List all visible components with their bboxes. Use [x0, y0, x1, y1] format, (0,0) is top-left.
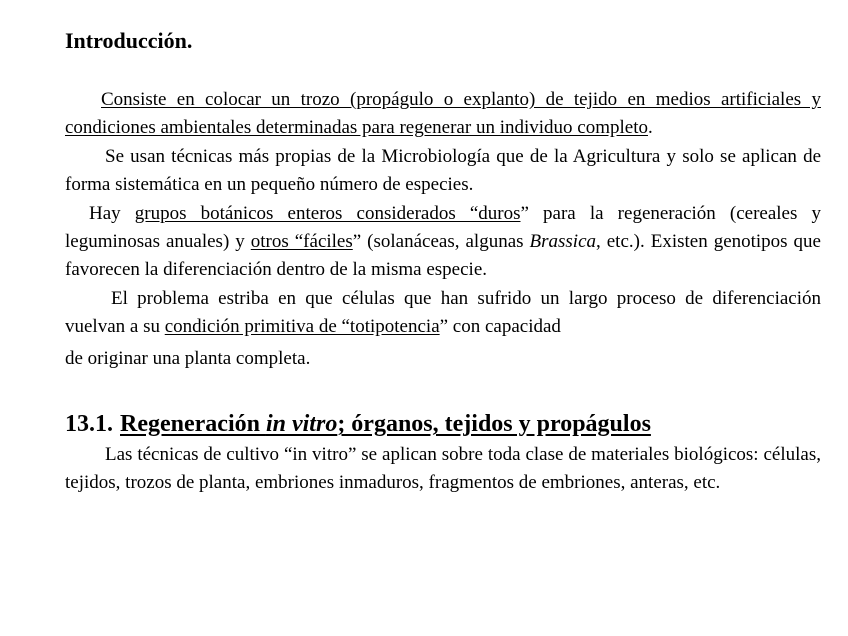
paragraph-1-tail: .: [647, 117, 653, 139]
paragraph-4-last-line: de originar una planta completa.: [65, 347, 311, 369]
paragraph-2: Se usan técnicas más propias de la Microbiología que de la Agricultura y solo se aplican de forma sistemática en un pequeño número de especies.: [65, 145, 821, 196]
section-title: [120, 411, 651, 437]
section-number: 13.1.: [65, 411, 113, 438]
paragraph-3-text-2: ” para la regeneración (cereales y leguminosas anuales) y: [65, 202, 821, 253]
spacer: [65, 373, 822, 407]
paragraph-4-text-1: El problema estriba en que células que han sufrido un largo proceso de diferenciación vuelvan a su: [65, 287, 821, 338]
underlined-definition: Consiste en colocar un trozo (propágulo o explanto) de tejido en medios artificiales y condiciones ambientales determinadas para regenerar un individuo completo: [65, 89, 821, 139]
section-heading: [65, 407, 822, 441]
paragraph-3: [65, 200, 821, 285]
section-title-part-2: ; órganos, tejidos y propágulos: [337, 411, 651, 438]
underlined-duros: grupos botánicos enteros considerados “duros: [134, 202, 521, 224]
underlined-totipotencia: condición primitiva de “totipotencia: [164, 316, 440, 338]
page-title: Introducción.: [65, 28, 193, 53]
section-paragraph: Las técnicas de cultivo “in vitro” se aplican sobre toda clase de materiales biológicos: células, tejidos, trozos de planta, embriones inmaduros, fragmentos de embriones, anteras, etc.: [65, 444, 821, 494]
paragraph-3-text-1: Hay: [89, 202, 135, 224]
underlined-faciles: otros “fáciles: [250, 231, 353, 253]
spacer: [65, 56, 822, 86]
paragraph-3-text-3: ” (solanáceas, algunas: [352, 231, 530, 253]
paragraph-4-text-2: ” con capacidad: [439, 316, 561, 338]
section-title-italic: in vitro: [265, 411, 338, 438]
paragraph-4: [65, 285, 821, 342]
italic-brassica: Brassica: [529, 231, 597, 253]
section-title-part-1: Regeneración: [120, 411, 266, 438]
paragraph-1: [65, 86, 821, 143]
paragraph-3-text-4: , etc.). Existen genotipos que favorecen la diferenciación dentro de la misma especie.: [65, 231, 821, 281]
